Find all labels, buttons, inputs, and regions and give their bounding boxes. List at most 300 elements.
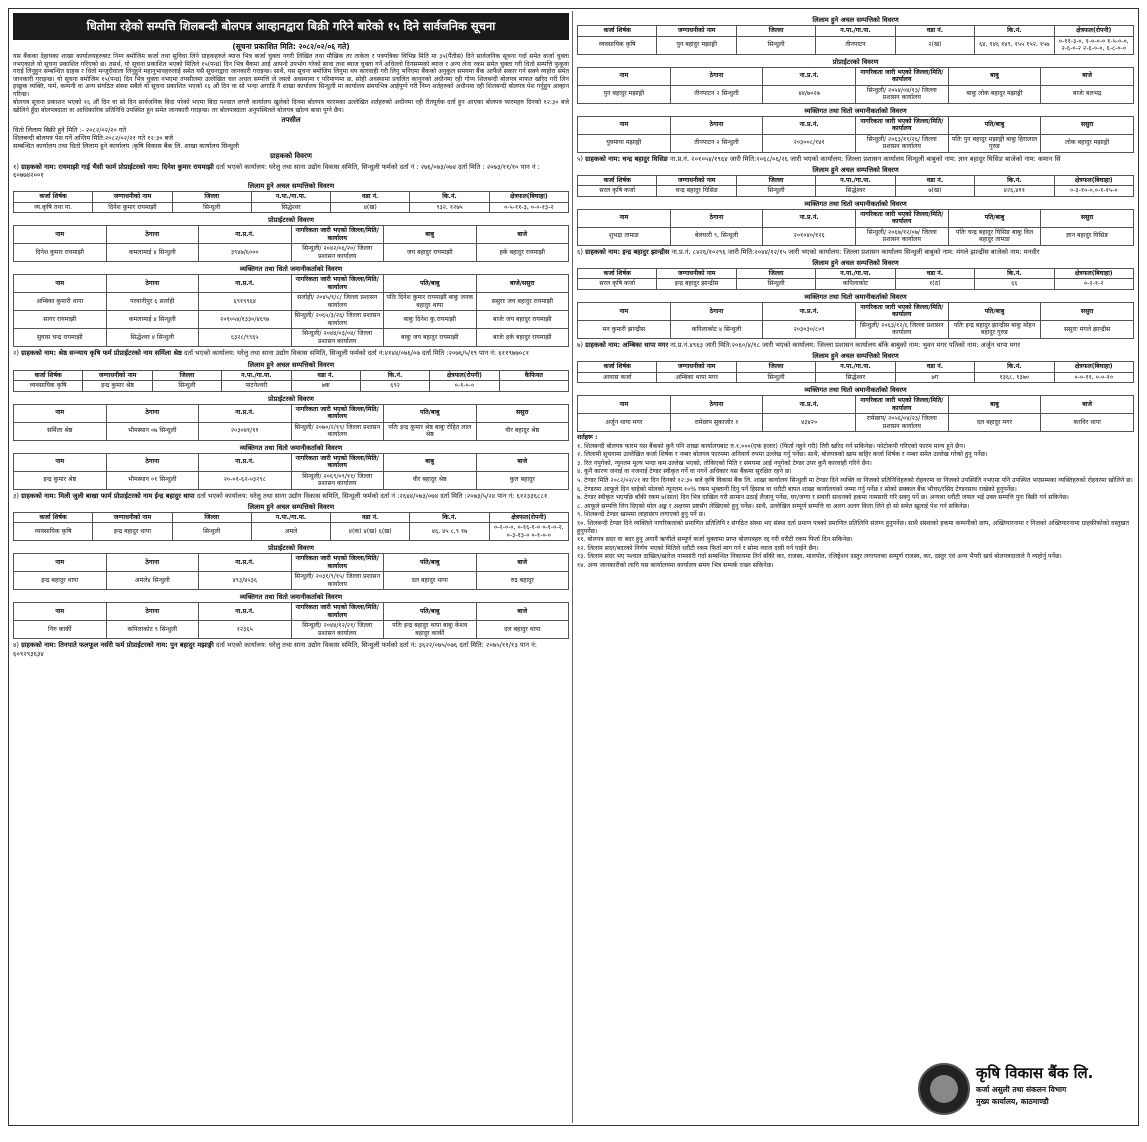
table-cell: ०-२-१-२ (1054, 279, 1133, 290)
table-cell: मन कुमारी झान्द्रीस (578, 320, 671, 338)
column-header: ठेगाना (670, 67, 763, 85)
table-cell: कपिलाकोट ४ सिन्धुली (670, 320, 763, 338)
table-cell: सिन्धुली (736, 36, 815, 54)
column-header: ठेगाना (106, 226, 199, 244)
table-cell: बाबुः दिनेश कु.रायमाझी (384, 311, 477, 329)
column-header: ठेगाना (106, 603, 199, 621)
column-header: नागरिकता जारी भएको जिल्ला/मिति/कार्यालय (855, 209, 948, 227)
table-cell: सिद्धेश्वर (816, 372, 895, 383)
table-cell: २०१०४०/१२६ (763, 227, 856, 245)
table-cell: ७(ख) (895, 186, 974, 197)
table-cell: ४(क) ४(ख) ६(ख) (331, 523, 410, 541)
guarantor-table (577, 395, 1134, 432)
column-header: नाम (14, 603, 107, 621)
column-header: जग्गाधनीको नाम (83, 370, 152, 381)
table-cell: अर्जुन थापा मगर (578, 414, 671, 432)
guarantor-table (577, 116, 1134, 153)
column-header: कर्जा शिर्षक (578, 26, 657, 37)
column-header: बाजे (476, 453, 569, 471)
table-cell: ०-५-११-३, ०-०-१३-२ (489, 202, 568, 213)
column-header: ना.प्र.नं. (199, 275, 292, 293)
guarantor-caption: व्यक्तिगत तथा धितो जमानीकर्ताको विवरण (239, 443, 343, 452)
property-table (13, 191, 569, 213)
table-cell: ४६, ४५ ८,९ १७ (410, 523, 489, 541)
borrower-4: ४) ग्राहकको नाम: तिनपाते फलफूल नर्सरी फर्म प्रोप्राईटरको नाम: पुन बहादुर मझाङ्गी दर्ता भएको कार्यालय: घरेलु तथा साना उद्योग विकास समिति, सिन्धुली फर्मको दर्ता नं: ३६२२/०७५/०७६ दर्ता मिति: २०७५/११/१३ पान नं: ६०९२९३६३४ (13, 641, 537, 658)
bank-department: कर्जा असुली तथा संकलन विभाग (976, 1085, 1067, 1094)
column-header: नाम (578, 302, 671, 320)
borrower-2: २) ग्राहकको नाम: श्रेष्ठ सन्न्याय कृषि फर्म प्रोप्राईटरको नाम सर्मिला श्रेष्ठ दर्ता भएको कार्यालय: घरेलु तथा साना उद्योग विकास समिति, सिन्धुली फर्मको दर्ता नं:४१४४/०७६/०७ दर्ता मिति :२०७६/५/१९ पान नं: ६११९७७०८१ (13, 349, 530, 358)
table-cell: २०-०१-६२-०३२९८ (199, 471, 292, 489)
table-cell: कमलामाई ४ सिन्धुली (106, 244, 199, 262)
table-cell: सिद्धेश्वर (251, 202, 330, 213)
property-table (13, 370, 569, 392)
table-cell: २(ख) (895, 36, 974, 54)
table-cell: ९३२, १२७५ (410, 202, 489, 213)
table-row (578, 414, 1134, 432)
column-header: वडा नं. (895, 268, 974, 279)
column-header: क्षेत्रफल(रोपनी) (489, 512, 568, 523)
table-row (578, 134, 1134, 152)
column-header: वडा नं. (331, 192, 410, 203)
term-item: ६. टेण्डरमा आफूले दिन चाहेको मोलको न्यूनतम १०% रकम भुक्तानी दिनु पर्ने हिसाब वा धरौटी बापत शाखा कार्यालयको जम्मा गर्नु पर्नेछ र सोको सक्कल बैंक भौचर/रसिद टेण्डरसाथ राखेको हुनुपर्नेछ। (577, 485, 1017, 493)
table-cell: दल बहादुर मगर (948, 414, 1041, 432)
column-header: न.पा./गा.पा. (816, 26, 895, 37)
table-cell: ६४, १४६ १४९, १५५ १५२, १५७ (975, 36, 1054, 54)
bank-signature-block (918, 1061, 1128, 1119)
column-header: पति/बाबु (384, 554, 477, 572)
column-header: पति/बाबु (948, 302, 1041, 320)
column-header: ससुरा (1041, 209, 1134, 227)
column-header: बाबु (384, 453, 477, 471)
column-header: न.पा./गा.पा. (816, 362, 895, 373)
column-header: क्षेत्रफल(बिघाहा) (489, 192, 568, 203)
term-item: १२. लिलाम सदर/बदरको निर्णय भएको मितिले धरौटी रकम फिर्ता माग गर्न र सोमा व्याज दावी गर्न पाईने छैन। (577, 544, 819, 552)
column-header: बाजे/ससुरा (476, 275, 569, 293)
column-header: पति/बाबु (384, 275, 477, 293)
column-header: नागरिकता जारी भएको जिल्ला/मिति/कार्यालय (291, 453, 384, 471)
column-header: बाबु (948, 396, 1041, 414)
column-header: नाम (14, 226, 107, 244)
proprietor-caption: प्रोप्राईटरको विवरण (832, 57, 879, 66)
column-header: बाजे (476, 603, 569, 621)
column-header: ठेगाना (670, 396, 763, 414)
guarantor-table (577, 209, 1134, 246)
table-cell: बाबुः जय बहादुर रायमाझी (384, 329, 477, 347)
column-header: बाजे (1041, 396, 1134, 414)
guarantor-caption: व्यक्तिगत तथा धितो जमानीकर्ताको विवरण (804, 386, 907, 395)
column-header: नागरिकता जारी भएको जिल्ला/मिति/कार्यालय (291, 554, 384, 572)
table-cell: बाजेः जय बहादुर रायमाझी (476, 311, 569, 329)
column-header: ना.प्र.नं. (763, 302, 856, 320)
column-header: कर्जा शिर्षक (578, 362, 657, 373)
column-header: कर्जा शिर्षक (578, 268, 657, 279)
term-item: १३. लिलाम सदर भए पश्चात दाखिल/खारेज नामसारी गर्दा सम्बन्धित निकायमा तिर्न बाँकी कर, राजस्व, मालपोत, रजिष्ट्रेशन दस्तुर लगायतका सम्पूर्ण राजस्व, कर, दस्तुर एवं अन्य भैपरी खर्च बोलपत्रदाताले नै व्यहोर्नु पर्नेछ। (577, 553, 1062, 561)
column-header: ना.प्र.नं. (763, 116, 856, 134)
column-header: ठेगाना (670, 116, 763, 134)
column-header: नागरिकता जारी भएको जिल्ला/मिति/कार्यालय (291, 404, 384, 422)
column-header: कि.नं. (975, 362, 1054, 373)
column-header: नाम (14, 453, 107, 471)
property-table (577, 175, 1134, 197)
column-header: जिल्ला (172, 512, 251, 523)
bid-deadline: शिलबन्दी बोलपत्र पेश गर्ने अन्तिम मिति:२०८२/०२/२१ गते १२:३० बजे (13, 134, 174, 142)
column-header: क्षेत्रफल(रोपनी) (430, 370, 499, 381)
table-cell: इन्द्र कुमार श्रेष्ठ (83, 381, 152, 392)
table-cell: बाजेः हर्क बहादुर रायमाझी (476, 329, 569, 347)
column-header: क्षेत्रफल(रोपनी) (1054, 26, 1133, 37)
column-header: नाम (14, 404, 107, 422)
column-header: बाबु (948, 67, 1041, 85)
property-caption: लिलाम हुने अचल सम्पत्तिको विवरण (812, 165, 899, 174)
guarantor-table (577, 302, 1134, 339)
borrower-1: १) ग्राहकको नाम: रायमाझी गाई भैसी फार्म प्रोप्राईटरको नाम: दिनेश कुमार रायमाझी दर्ता भएको कार्यालय: घरेलु तथा साना उद्योग विकास समिति, सिन्धुली फर्मको दर्ता नं : २७६/०७३/०७४ दर्ता मिति : २०७३/११/१० पान नं : ६०७७४२००१ (13, 163, 540, 180)
term-item: ११. बोलपत्र सदर वा बदर हुनु अगावै ऋणीले सम्पूर्ण कर्जा चुक्तामा प्राप्त बोलपत्रहरु रद्द गरी धरौटी रकम फिर्ता दिन सकिनेछ। (577, 536, 853, 544)
table-cell: सिन्धुली/ २०५४/०४/१३/ जिल्ला प्रशासन कार्यालय (855, 85, 948, 103)
column-header: वडा नं. (895, 362, 974, 373)
table-cell: कपिलाकोट ९ सिन्धुली (106, 621, 199, 639)
proprietor-caption: प्रोप्राईटरको विवरण (268, 394, 314, 403)
table-cell: चन्द्र बहादुर घिसिङ (657, 186, 736, 197)
table-cell: पाटनेश्वरी (222, 381, 291, 392)
column-header: ठेगाना (106, 404, 199, 422)
table-row (14, 244, 569, 262)
column-header: जग्गाधनीको नाम (93, 192, 172, 203)
table-cell: इन्द्र बहादुर थापा (14, 572, 107, 590)
column-header: ठेगाना (670, 209, 763, 227)
column-divider (572, 11, 573, 1123)
table-row (578, 227, 1134, 245)
column-header: जग्गाधनीको नाम (657, 175, 736, 186)
table-cell: करविर थापा (1041, 414, 1134, 432)
proprietor-caption: प्रोप्राईटरको विवरण (268, 544, 314, 553)
table-cell: पतिः इन्द्र बहादुर थापा बाबुः केशव बहादुर कार्की (384, 621, 477, 639)
table-cell: ६६ (975, 279, 1054, 290)
column-header: न.पा./गा.पा. (222, 370, 291, 381)
table-cell: सिन्धुली/ २०४४/१२/२१/ जिल्ला प्रशासन कार्यालय (291, 621, 384, 639)
column-header: वडा नं. (895, 175, 974, 186)
table-cell: बाजेः बलभद्र (1041, 85, 1134, 103)
table-cell: सुवास चन्द्र रायमाझी (14, 329, 107, 347)
table-cell: तीनपाटन २ सिन्धुली (670, 134, 763, 152)
tapsil-heading: तपसील (281, 116, 301, 124)
column-header: नागरिकता जारी भएको जिल्ला/मिति/कार्यालय (291, 603, 384, 621)
column-header: जिल्ला (152, 370, 221, 381)
table-cell: परवानीपुर ६ सर्लाही (106, 293, 199, 311)
property-table (577, 268, 1134, 290)
table-cell: सरल कृषि कर्जा (578, 186, 657, 197)
column-header: नाम (578, 67, 671, 85)
table-cell: सिन्धुली (736, 372, 815, 383)
table-cell: दल बहादुर थापा (476, 621, 569, 639)
table-cell: ०-०-११, ०-०-१० (1054, 372, 1133, 383)
table-row (578, 320, 1134, 338)
column-header: न.पा./गा.पा. (816, 175, 895, 186)
term-item: ७. टेण्डर स्वीकृत भएपछि बाँकी रकम ७(सात) दिन भित्र दाखिल गरी सामान उठाई लैजानु पर्नेछ, घर/जग्गा र सवारी साधनको हकमा नामसारी गरि सक्नु पर्ने छ। अन्यथा धरौटी जफत भई उक्त सम्पत्ति पुनः बिक्री गर्न सकिनेछ। (577, 494, 1069, 502)
intro-paragraph-2: बोलपत्र सूचना प्रकाशन भएको १६ औं दिन वा सो दिन सार्वजनिक बिदा परेको भएमा बिदा पश्चात लगत्तै कार्यालय खुलेको दिनमा बोलपत्र फारमका उल्लेखित शर्तहरुको अधीनमा रही रीतपूर्वक दर्ता हुन आएका बोलपत्र फारमहरु दिनको १२:३० बजे खोलिने हुँदा बोलपत्रदाता वा आधिकारिक प्रतिनिधि उपस्थित हुन समेत जानकारी गराइन्छ। तर बोलपत्रदाता अनुपस्थितले बोलपत्र खोल्न बाधा पुग्ने छैन। (13, 99, 569, 114)
table-cell: इन्द्र कुमार श्रेष्ठ (14, 471, 107, 489)
column-header: जिल्ला (736, 268, 815, 279)
column-header: कर्जा शिर्षक (14, 370, 83, 381)
column-header: न.पा./गा.पा. (816, 268, 895, 279)
table-row (578, 36, 1134, 54)
table-cell: पतिः चन्द्र बहादुर घिसिङ बाबुः विल बहादुर तामाङ (948, 227, 1041, 245)
table-cell: शुभद्रा तामाङ (578, 227, 671, 245)
column-header: न.पा./गा.पा. (251, 192, 330, 203)
concerned-office: सम्बन्धित कार्यालय तथा धितो लिलाम हुने कार्यालय :कृषि विकास बैंक लि. शाखा कार्यालय सिन्धुली (13, 142, 239, 150)
column-header: ठेगाना (670, 302, 763, 320)
table-cell: सिन्धुली/ २०६७/१२/०७/ जिल्ला प्रशासन कार्यालय (855, 227, 948, 245)
column-header: कि.नं. (410, 192, 489, 203)
table-cell: व्यवसायिक कृषि (14, 523, 93, 541)
column-header: नाम (14, 554, 107, 572)
column-header: नाम (14, 275, 107, 293)
table-cell: रामेछाप/ २०५६/०४/२३/ जिल्ला प्रशासन कार्यालय (855, 414, 948, 432)
table-row (14, 422, 569, 440)
bank-logo-icon (918, 1063, 970, 1115)
table-cell: पतिः दिनेश कुमार रायमाझी बाबुः जनक बहादुर थापा (384, 293, 477, 311)
table-cell: सिन्धुली (736, 186, 815, 197)
table-row (14, 293, 569, 311)
column-header: नागरिकता जारी भएको जिल्ला/मिति/कार्यालय (855, 302, 948, 320)
table-cell: ४४/७०२७ (763, 85, 856, 103)
column-header: नाम (578, 396, 671, 414)
table-cell: २०३०३०/८०९ (763, 320, 856, 338)
column-header: ना.प्र.नं. (763, 396, 856, 414)
table-cell: सिन्धुली (736, 279, 815, 290)
notice-page (8, 8, 1139, 1126)
guarantor-caption: व्यक्तिगत तथा धितो जमानीकर्ताको विवरण (239, 265, 343, 274)
table-cell: तीनपाटन २ सिन्धुली (670, 85, 763, 103)
column-header: ससुरा (476, 404, 569, 422)
table-cell: रुद्र बहादुर (476, 572, 569, 590)
table-cell: जय बहादुर रायमाझी (384, 244, 477, 262)
table-cell: वीर बहादुर श्रेष्ठ (384, 471, 477, 489)
table-cell: निरु कार्की (14, 621, 107, 639)
table-row (14, 329, 569, 347)
column-header: जग्गाधनीको नाम (657, 268, 736, 279)
table-cell: सागर रायमाझी (14, 311, 107, 329)
table-cell: सिन्धुली/ २०६३/११/२६/ जिल्ला प्रशासन कार्यालय (855, 134, 948, 152)
column-header: ना.प्र.नं. (199, 554, 292, 572)
table-row (578, 372, 1134, 383)
table-cell: व्यवसायिक कृषि (578, 36, 657, 54)
table-cell: ससुराः मंगले झान्द्रीस (1041, 320, 1134, 338)
column-header: वडा नं. (331, 512, 410, 523)
table-cell: ०-११-३-०, १-०-०-० १-५-०-०, २-६-०-२ २-६-०-०, ६-८-०-० (1054, 36, 1133, 54)
column-header: कर्जा शिर्षक (14, 512, 93, 523)
column-header: नागरिकता जारी भएको जिल्ला/मिति/कार्यालय (855, 67, 948, 85)
column-header: कि.नं. (975, 175, 1054, 186)
table-cell: ४३४२० (763, 414, 856, 432)
table-cell: अमले४ सिन्धुली (106, 572, 199, 590)
bank-name: कृषि विकास बैंक लि. (976, 1064, 1094, 1082)
column-header: ना.प्र.नं. (763, 209, 856, 227)
table-cell: सिन्धुली/ २०४२/०६/२०/ जिल्ला प्रशासन कार्यालय (291, 244, 384, 262)
column-header: वडा नं. (895, 26, 974, 37)
table-cell: सिन्धुली/ २०६९/०९/११/ जिल्ला प्रशासन कार्यालय (291, 471, 384, 489)
table-cell: कुल बहादुर (476, 471, 569, 489)
table-cell: व्यवसायिक कृषि (14, 381, 83, 392)
table-cell: इन्द्र बहादुर झान्द्रीस (657, 279, 736, 290)
column-header: नागरिकता जारी भएको जिल्ला/मिति/कार्यालय (291, 275, 384, 293)
table-cell: ०-२-०-०, ०-१६-१-० ०-१-०-२, ०-३-१३-० ०-१-०-० (489, 523, 568, 541)
table-cell: २०३००८/१४१ (763, 134, 856, 152)
table-cell: कमलामाई ४ सिन्धुली (106, 311, 199, 329)
column-header: क्षेत्रफल(बिघाहा) (1054, 362, 1133, 373)
table-cell: दल बहादुर थापा (384, 572, 477, 590)
table-row (14, 621, 569, 639)
borrower-6: ६) ग्राहकको नाम: इन्द्र बहादुर झान्द्रीस ना.प्र.नं. ८४२६/१०२९६ जारी मिति:२०४४/१२/१५ जारी भएको कार्यालय: जिल्ला प्रशासन कार्यालय सिन्धुली बाबुको नाम: मंगले झान्द्रीस बाजेको नाम: मनवीर (577, 247, 1040, 256)
table-row (14, 572, 569, 590)
table-cell: सिन्धुली/ २०६३/१२/६ जिल्ला प्रशासन कार्यालय (855, 320, 948, 338)
proprietor-table (577, 67, 1134, 104)
table-cell: इन्द्र बहादुर थापा (93, 523, 172, 541)
table-cell: ६३२८/९९६५ (199, 329, 292, 347)
details-heading: ग्राहकको विवरण (269, 152, 312, 160)
property-table (577, 25, 1134, 55)
table-row (14, 381, 569, 392)
column-header: पति/बाबु (384, 404, 477, 422)
term-item: ३. रित नपुगेको, न्यूनतम मूल्य भन्दा कम उल्लेख भएको, तोकिएको मिति र समयमा आई नपुगेको टेण्डर उपर कुनै कारवाही गरिने छैन। (577, 459, 872, 467)
table-cell: पतिः पुन बहादुर मझाङ्गी बाबुः हिरालाल गुरुङ (948, 134, 1041, 152)
guarantor-caption: व्यक्तिगत तथा धितो जमानीकर्ताको विवरण (804, 199, 907, 208)
table-cell: कपिलाकोट (816, 279, 895, 290)
column-header: ना.प्र.नं. (199, 603, 292, 621)
column-header: कि.नं. (975, 26, 1054, 37)
table-cell: वीर बहादुर श्रेष्ठ (476, 422, 569, 440)
table-cell: ससुराः जय बहादुर रायमाझी (476, 293, 569, 311)
column-header: कर्जा शिर्षक (578, 175, 657, 186)
table-row (578, 186, 1134, 197)
terms-heading: शर्तहरू : (577, 434, 598, 442)
column-header: ना.प्र.नं. (763, 67, 856, 85)
column-header: ना.प्र.नं. (199, 404, 292, 422)
table-cell: सिद्धेश्वर ४ सिन्धुली (106, 329, 199, 347)
column-header: कि.नं. (975, 268, 1054, 279)
table-cell: ३९४७/६००० (199, 244, 292, 262)
table-cell: ४२६,४११ (975, 186, 1054, 197)
term-item: ५. टेण्डर मिति २०८२/०२/२१ का दिन दिनको १२:३० बजे कृषि विकास बैंक लि. शाखा कार्यालय सिन्धुली मा टेण्डर दिने व्यक्ति वा निजको प्रतिनिधिहरुको रोहवरमा वा निजको उपस्थिति नभएमा पनि उपस्थित भएसम्मका व्यक्तिहरुको रोहवरमा खोलिने छ। (577, 477, 1133, 485)
bank-office: मुख्य कार्यालय, काठमाण्डौ (976, 1097, 1049, 1106)
column-header: नागरिकता जारी भएको जिल्ला/मिति/कार्यालय (855, 116, 948, 134)
table-cell: १२३६५ (199, 621, 292, 639)
table-cell: लोक बहादुर मझाङ्गी (1041, 134, 1134, 152)
proprietor-table (13, 225, 569, 262)
column-header: पति/बाबु (948, 116, 1041, 134)
column-header: ठेगाना (106, 453, 199, 471)
guarantor-table (13, 453, 569, 490)
table-row (578, 85, 1134, 103)
table-cell: ज्ञान बहादुर घिसिङ (1041, 227, 1134, 245)
table-cell: सर्लाही/ २०४५/१/८/ जिल्ला प्रशासन कार्यालय (291, 293, 384, 311)
column-header: जिल्ला (736, 175, 815, 186)
table-row (14, 471, 569, 489)
table-cell: सरल कृषि कर्जा (578, 279, 657, 290)
guarantor-table (13, 274, 569, 347)
table-cell: ४(ख) (331, 202, 410, 213)
table-cell: ६९२ (360, 381, 429, 392)
property-caption: लिलाम हुने अचल सम्पत्तिको विवरण (247, 502, 335, 511)
column-header: कर्जा शिर्षक (14, 192, 93, 203)
table-cell: ०-३-१०-०,०-१-१५-० (1054, 186, 1133, 197)
table-cell: ७ग (895, 372, 974, 383)
column-header: जिल्ला (736, 362, 815, 373)
table-row (14, 202, 569, 213)
table-cell: ६९१९९६४ (199, 293, 292, 311)
table-cell: १(ठ) (895, 279, 974, 290)
table-row (578, 279, 1134, 290)
property-caption: लिलाम हुने अचल सम्पत्तिको विवरण (812, 352, 899, 361)
table-cell: सिन्धुली (152, 381, 221, 392)
table-cell: पुन बहादुर मझाङ्गी (657, 36, 736, 54)
table-row (14, 523, 569, 541)
table-cell: पतिः इन्द्र कुमार श्रेष्ठ बाबुः रोहित लाल श्रेष्ठ (384, 422, 477, 440)
proprietor-caption: प्रोप्राईटरको विवरण (268, 216, 314, 225)
column-header: क्षेत्रफल(बिघाहा) (1054, 175, 1133, 186)
table-cell: तीनपाटन (816, 36, 895, 54)
column-header: बाजे (476, 554, 569, 572)
term-item: ९. शिलबन्दी टेण्डर खाममा लाहाछाप लगाएको हुनु पर्ने छ। (577, 511, 706, 519)
table-cell: युवमाया मझाङ्गी (578, 134, 671, 152)
term-item: २. लिलामी सूचनामा उल्लेखित कर्जा शिर्षक र नम्बर बोलपत्र फारममा अनिवार्य रुपमा उल्लेख गर्नु पर्नेछ। साथै, बोलपत्रको खाम बाहिर कर्जा शिर्षक र नम्बर समेत उल्लेख गरेको हुनु पर्नेछ। (577, 451, 988, 459)
column-header: वडा नं. (291, 370, 360, 381)
table-cell: सिन्धुली (172, 523, 251, 541)
guarantor-caption: व्यक्तिगत तथा धितो जमानीकर्ताको विवरण (239, 593, 343, 602)
column-header: नाम (578, 209, 671, 227)
notice-title: धितोमा रहेको सम्पत्ति शिलबन्दी बोलपत्र आव्हानद्वारा बिक्री गरिने बारेको १५ दिने सार्वजनिक सूचना (13, 13, 569, 40)
column-header: ठेगाना (106, 554, 199, 572)
column-header: क्षेत्रफल(बिघाहा) (1054, 268, 1133, 279)
column-header: नागरिकता जारी भएको जिल्ला/मिति/कार्यालय (291, 226, 384, 244)
column-header: पति/बाबु (948, 209, 1041, 227)
column-header: बाजे (1041, 67, 1134, 85)
table-cell: सिन्धुली/ २०६५/३/२६/ जिल्ला प्रशासन कार्यालय (291, 311, 384, 329)
proprietor-table (13, 553, 569, 590)
guarantor-caption: व्यक्तिगत तथा धितो जमानीकर्ताको विवरण (804, 106, 907, 115)
column-header: जिल्ला (736, 26, 815, 37)
borrower-7: ७) ग्राहकको नाम: अम्बिका थापा मगर ना.प्र.नं.४९६३ जारी मिति:२०६०/४/१८ जारी भएको कार्यालय: जिल्ला प्रशासन कार्यालय बाँके बाबुको नाम: भुवन मगर पतिको नाम: अर्जुन थापा मगर (577, 340, 1021, 349)
column-header: जग्गाधनीको नाम (657, 362, 736, 373)
column-header: बाजे (476, 226, 569, 244)
left-column (13, 9, 569, 1125)
property-table (577, 361, 1134, 383)
table-cell: भीमस्थान ०७ सिन्धुली (106, 422, 199, 440)
table-cell: सिद्धेश्वर (816, 186, 895, 197)
column-header: ससुरा (1041, 116, 1134, 134)
table-cell: पुन बहादुर मझाङ्गी (578, 85, 671, 103)
column-header: कि.नं. (410, 512, 489, 523)
published-date: (सूचना प्रकाशित मिति: २०८२/०२/०६ गते) (232, 42, 350, 51)
term-item: ८. आफूले सम्पत्ति लिन दिएको मोल अङ्क र अक्षरमा प्रष्टसँग लेखिएको हुनु पर्नेछ। साथै, उल्लेखित सम्पूर्ण सम्पत्ति वा अलग अलग किता लिने हो सो समेत खुलाई पेश गर्न सकिनेछ। (577, 502, 970, 510)
table-cell: ७क (291, 381, 360, 392)
table-cell: २०३०४१/११ (199, 422, 292, 440)
column-header: कैफियत (499, 370, 568, 381)
table-cell: २०१०५४/१३३०/४६९७ (199, 311, 292, 329)
table-cell: अमले (251, 523, 330, 541)
table-cell: आवास कर्जा (578, 372, 657, 383)
table-cell: भीमस्थान ०१ सिन्धुली (106, 471, 199, 489)
auction-date: धितो लिलाम बिक्री हुने मिति :- २०८२/०२/२० गते (13, 126, 127, 134)
table-cell: हर्क बहादुर रायमाझी (476, 244, 569, 262)
table-cell: बाबुः लोक बहादुर मझाङ्गी (948, 85, 1041, 103)
term-item: १४. अन्य जानकारीको लागि यस कार्यालयमा कार्यालय समय भित्र सम्पर्क राख्न सकिनेछ। (577, 562, 774, 570)
table-cell: व्य.कृषि तथा पा. (14, 202, 93, 213)
borrower-3: ३) ग्राहकको नाम: मिली जुली बाखा फार्म प्रोप्राईटरको नाम ईन्द्र बहादुर थापा दर्ता भएको कार्यालय: घरेलु तथा साना उद्योग विकास समिति, सिन्धुली फर्मको दर्ता नं :२६४४/०७३/०७४ दर्ता मिति :२०७३/५/२४ पान नं: ६१२३३६८८१ (13, 491, 548, 500)
column-header: कि.नं. (360, 370, 429, 381)
term-item: १. शिलबन्दी बोलपत्र फारम यस बैंकको कुनै पनि शाखा कार्यालयबाट रु.१,०००(एक हजार) (फिर्ता नहुने गरी) तिरी खरिद गर्न सकिनेछ। फोटोकपी गरिएको फारम मान्य हुने छैन। (577, 442, 966, 450)
table-cell: दिनेश कुमार रायमाझी (14, 244, 107, 262)
table-cell: ०-१-०-० (430, 381, 499, 392)
